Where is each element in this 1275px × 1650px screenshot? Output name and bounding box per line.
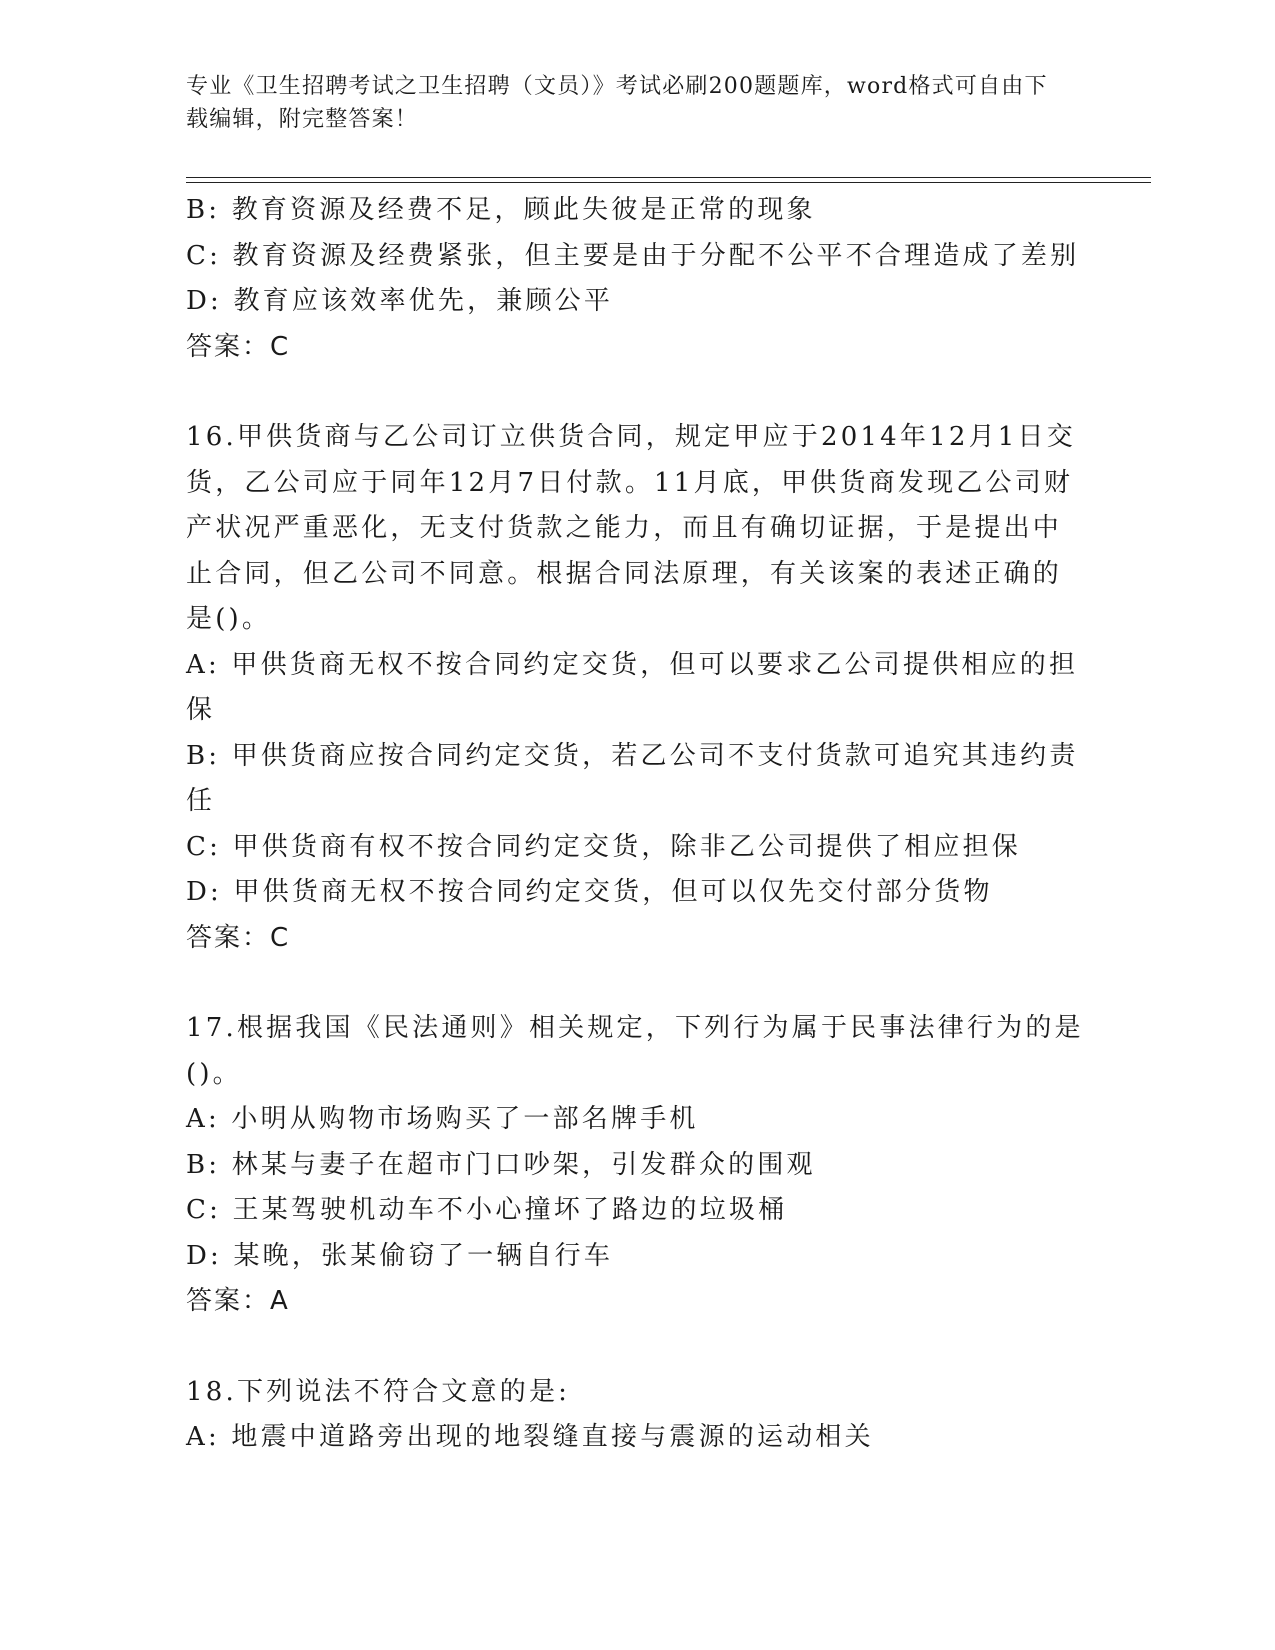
q16-option-b: B: 甲供货商应按合同约定交货，若乙公司不支付货款可追究其违约责任 — [186, 740, 1079, 816]
q17-option-d: D: 某晚，张某偷窃了一辆自行车 — [186, 1240, 614, 1271]
q16-stem: 16.甲供货商与乙公司订立供货合同，规定甲应于2014年12月1日交货，乙公司应于同年12月7日付款。11月底，甲供货商发现乙公司财产状况严重恶化，无支付货款之能力，而且有确切证据，于是提出中止合同，但乙公司不同意。根据合同法原理，有关该案的表述正确的是()。 — [186, 422, 1076, 634]
q15-answer: 答案：C — [186, 331, 291, 362]
q15-option-c: C: 教育资源及经费紧张，但主要是由于分配不公平不合理造成了差别 — [186, 240, 1080, 271]
q17-option-b: B: 林某与妻子在超市门口吵架，引发群众的围观 — [186, 1149, 816, 1180]
q15-option-d: D: 教育应该效率优先，兼顾公平 — [186, 286, 614, 316]
q18-option-a: A: 地震中道路旁出现的地裂缝直接与震源的运动相关 — [186, 1422, 874, 1452]
q16-option-d: D: 甲供货商无权不按合同约定交货，但可以仅先交付部分货物 — [186, 877, 993, 907]
q16-option-a: A: 甲供货商无权不按合同约定交货，但可以要求乙公司提供相应的担保 — [186, 649, 1079, 725]
spacer — [186, 370, 1086, 415]
header-rule-bottom — [186, 182, 1151, 183]
q16-answer: 答案：C — [186, 922, 291, 953]
q16-option-c: C: 甲供货商有权不按合同约定交货，除非乙公司提供了相应担保 — [186, 831, 1021, 862]
spacer — [186, 1325, 1086, 1370]
q17-option-a: A: 小明从购物市场购买了一部名牌手机 — [186, 1104, 699, 1134]
spacer — [186, 961, 1086, 1006]
question-content — [186, 188, 1086, 1461]
q18-stem: 18.下列说法不符合文意的是: — [186, 1376, 571, 1407]
q17-answer: 答案：A — [186, 1286, 290, 1316]
q17-stem: 17.根据我国《民法通则》相关规定，下列行为属于民事法律行为的是()。 — [186, 1013, 1084, 1089]
document-header: 专业《卫生招聘考试之卫生招聘（文员）》考试必刷200题题库，word格式可自由下载编辑，附完整答案！ — [186, 74, 1048, 132]
q17-option-c: C: 王某驾驶机动车不小心撞坏了路边的垃圾桶 — [186, 1195, 788, 1225]
header-rule-top — [186, 177, 1151, 178]
q15-option-b: B: 教育资源及经费不足，顾此失彼是正常的现象 — [186, 195, 816, 225]
